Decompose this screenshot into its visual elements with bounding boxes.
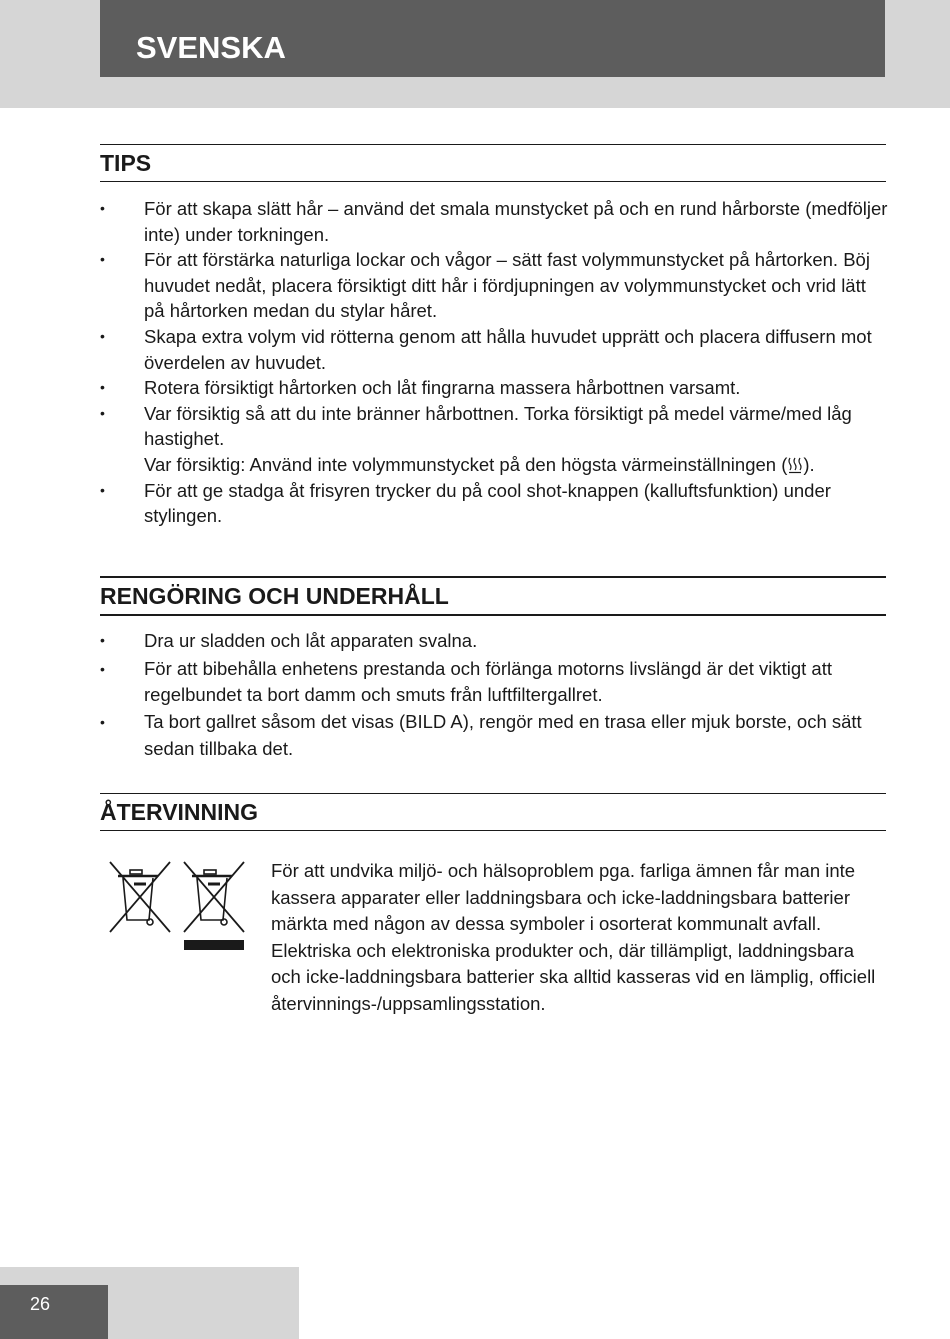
language-tab	[100, 0, 885, 77]
page-number: 26	[30, 1294, 51, 1314]
list-item: • För att skapa slätt hår – använd det smala munstycket på och en rund hårborste (medföljer inte) under torkningen.	[100, 196, 890, 247]
cleaning-heading: RENGÖRING OCH UNDERHÅLL	[100, 576, 886, 616]
cleaning-list	[100, 628, 890, 763]
crossed-bin-icon	[108, 860, 172, 935]
list-item: • För att ge stadga åt frisyren trycker du på cool shot-knappen (kalluftsfunktion) under stylingen.	[100, 478, 890, 529]
list-item: • Var försiktig så att du inte bränner hårbottnen. Torka försiktigt på medel värme/med låg hastighet. Var försiktig: Använd inte volymmunstycket på den högsta värmeinställningen ( ).	[100, 401, 890, 478]
list-item: • För att bibehålla enhetens prestanda och förlänga motorns livslängd är det viktigt att regelbundet ta bort damm och smuts från luftfiltergallret.	[100, 656, 890, 710]
page-number-box	[0, 1285, 108, 1339]
list-item: • Rotera försiktigt hårtorken och låt fingrarna massera hårbottnen varsamt.	[100, 375, 890, 401]
list-item: • Skapa extra volym vid rötterna genom att hålla huvudet upprätt och placera diffusern mot överdelen av huvudet.	[100, 324, 890, 375]
recycling-text: För att undvika miljö- och hälsoproblem pga. farliga ämnen får man inte kassera apparater eller laddningsbara och icke-laddningsbara batterier märkta med någon av dessa symboler i osorterat kommunalt avfall. Elektriska och elektroniska produkter och, där tillämpligt, laddningsbara och icke-laddningsbara batterier ska alltid kasseras vid en lämplig, officiell återvinnings-/uppsamlingsstation.	[271, 860, 876, 1014]
tips-heading: TIPS	[100, 144, 886, 182]
crossed-bin-with-bar-icon	[182, 860, 246, 955]
language-label: SVENSKA	[136, 30, 286, 65]
warning-note: Var försiktig: Använd inte volymmunstycket på den högsta värmeinställningen ( ).	[144, 453, 815, 475]
heat-setting-icon	[787, 456, 803, 474]
list-item: • Dra ur sladden och låt apparaten svalna.	[100, 628, 890, 654]
list-item: • För att förstärka naturliga lockar och vågor – sätt fast volymmunstycket på hårtorken. Böj huvudet nedåt, placera försiktigt ditt hår i fördjupningen av volymmunstycket och vrid lätt på hårtorken medan du stylar håret.	[100, 247, 890, 324]
recycling-heading: ÅTERVINNING	[100, 793, 886, 831]
recycling-symbols	[108, 860, 248, 955]
tips-list	[100, 196, 890, 529]
list-item: • Ta bort gallret såsom det visas (BILD A), rengör med en trasa eller mjuk borste, och sätt sedan tillbaka det.	[100, 709, 890, 763]
